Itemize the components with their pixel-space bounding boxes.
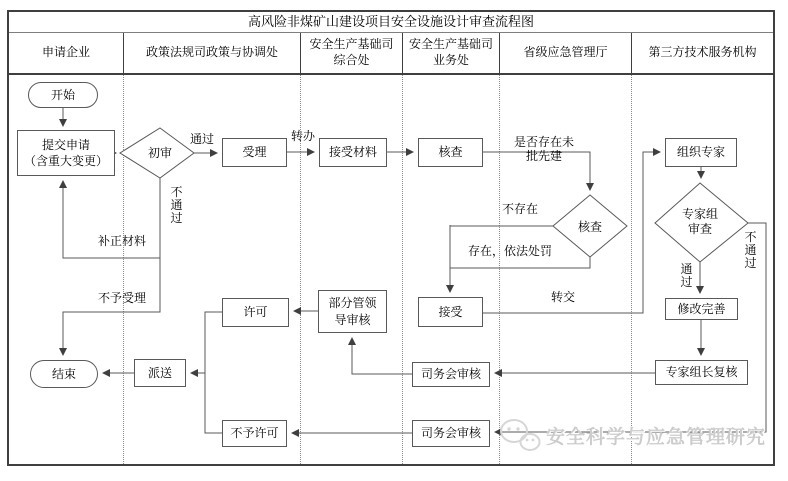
node-expert-leader-recheck: 专家组长复核 xyxy=(655,360,748,385)
node-revise-improve: 修改完善 xyxy=(665,298,738,320)
node-meeting-review-2: 司务会审核 xyxy=(412,420,490,447)
edge-label-pass-expert: 通过 xyxy=(680,262,693,289)
wechat-logo-icon xyxy=(498,417,542,453)
node-check: 核查 xyxy=(418,138,483,167)
edge-label-exist-punish: 存在，依法处罚 xyxy=(468,244,553,258)
node-organize-experts: 组织专家 xyxy=(665,138,737,167)
node-end: 结束 xyxy=(30,360,98,388)
node-initial-review-label: 初审 xyxy=(147,145,172,160)
node-dept-leader-review: 部分管领 导审核 xyxy=(318,290,387,333)
edge-label-pass-initial: 通过 xyxy=(190,132,215,146)
node-accept: 接受 xyxy=(418,297,483,327)
watermark-text: 安全科学与应急管理研究 xyxy=(546,425,767,448)
node-submit-application: 提交申请 （含重大变更） xyxy=(17,130,115,176)
node-meeting-review-1: 司务会审核 xyxy=(412,362,490,387)
lane-header-policy-dept: 政策法规司政策与协调处 xyxy=(123,33,300,73)
edge-label-not-exist: 不存在 xyxy=(502,202,539,216)
node-dispatch: 派送 xyxy=(134,359,186,387)
lane-header-provincial-bureau: 省级应急管理厅 xyxy=(499,33,631,73)
node-deny-permit: 不予许可 xyxy=(222,420,287,447)
edge-label-transfer-forward: 转交 xyxy=(551,290,576,304)
edge-label-fail-expert: 不通过 xyxy=(744,230,757,270)
node-expert-review-label: 专家组 审查 xyxy=(681,207,718,236)
node-receive-materials: 接受材料 xyxy=(319,138,387,167)
edge-label-unapproved-question: 是否存在未 批先建 xyxy=(513,135,574,164)
lane-header-third-party: 第三方技术服务机构 xyxy=(631,33,773,73)
edge-label-reject-application: 不予受理 xyxy=(98,291,147,305)
edge-label-fail-initial: 不通过 xyxy=(170,185,183,225)
node-permit: 许可 xyxy=(222,298,289,327)
node-start: 开始 xyxy=(28,82,98,108)
edge-label-transfer-handle: 转办 xyxy=(291,129,316,143)
lane-header-business-office: 安全生产基础司 业务处 xyxy=(402,33,499,73)
page-title: 高风险非煤矿山建设项目安全设施设计审查流程图 xyxy=(9,12,773,33)
edge-label-supplement-materials: 补正材料 xyxy=(98,234,147,248)
lane-header-general-office: 安全生产基础司 综合处 xyxy=(300,33,402,73)
node-province-check-label: 核查 xyxy=(577,219,602,234)
lane-header-applicant: 申请企业 xyxy=(41,45,90,60)
watermark xyxy=(498,417,766,453)
node-accept-case: 受理 xyxy=(222,138,287,167)
